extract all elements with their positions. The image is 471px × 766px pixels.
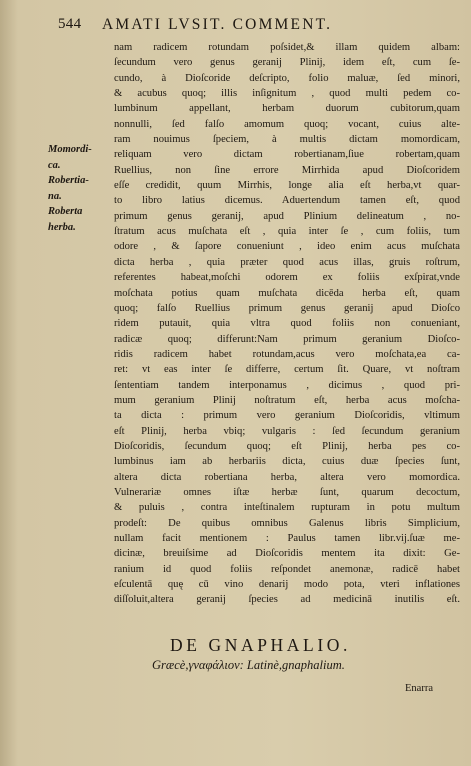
section-subtitle: Græcè,γναφάλιον: Latinè,gnaphalium. xyxy=(152,658,345,672)
text-line: prodeſt: De quibus omnibus Galenus libris Simplicium, xyxy=(114,517,460,529)
text-line: ta dicta : primum vero geranium Dioſcoridis, vltimum xyxy=(114,410,460,422)
text-line: ret: vt eas inter ſe differre, certum ſit. Quare, vt noſtram xyxy=(114,364,460,376)
text-line: to libro latius dicemus. Aduertendum tamen eſt, quod xyxy=(114,195,460,207)
text-line: dicinæ, breuiſsime ad Dioſcoridis mentem ita dixit: Ge- xyxy=(114,548,460,560)
body-text xyxy=(114,40,460,608)
text-line: ridis radicem habet rotundam,acus vero moſchata,ea ca- xyxy=(114,348,460,360)
text-line: reliquam vero dictam robertianam,ſiue robertam,quam xyxy=(114,149,460,161)
text-line: & acubus quoq; illis inſignitum , quod multi pedem co- xyxy=(114,88,460,100)
margin-note: Robertia- xyxy=(48,175,89,187)
text-line: ſecundum vero genus geranij Plinij, idem eſt, cum ſe- xyxy=(114,57,460,69)
text-line: altera dicta robertiana herba, altera vero momordica. xyxy=(114,471,460,483)
text-line: diſſoluit,altera geranij ſpecies ad medicinā inutilis eſt. xyxy=(114,594,460,606)
page-number: 544 xyxy=(58,16,82,32)
text-line: ridem putauit, quia vltra quod foliis non conueniant, xyxy=(114,318,460,330)
text-line: lumbinum appellant, herbam duorum cubitorum,quam xyxy=(114,103,460,115)
text-line: Vulnerariæ omnes iſtæ herbæ ſunt, quarum decoctum, xyxy=(114,486,460,498)
margin-note: ca. xyxy=(48,159,61,171)
section-title: DE GNAPHALIO. xyxy=(170,635,351,655)
text-line: radicæ quoq; differunt:Nam primum geranium Dioſco- xyxy=(114,333,460,345)
margin-note: Roberta xyxy=(48,206,83,218)
text-line: nullam facit mentionem : Paulus tamen libr.vij.ſuæ me- xyxy=(114,533,460,544)
text-line: ſtratum acus muſchata eſt , quia inter ſe , cum foliis, tum xyxy=(114,226,460,238)
text-line: dicta herba , quia præter quod acus illas, gruis roſtrum, xyxy=(114,256,460,268)
text-line: nam radicem rotundam poſsidet,& illam quidem albam: xyxy=(114,42,460,53)
text-line: ranium id quod foliis reſpondet anemonæ, radicē habet xyxy=(114,563,460,575)
margin-notes xyxy=(48,142,98,236)
catchword: Enarra xyxy=(405,683,433,694)
page-header xyxy=(58,16,458,38)
text-line: & puluis , contra inteſtinalem rupturam in potu multum xyxy=(114,502,460,514)
text-line: ram nouimus ſpeciem, à multis dictam momordicam, xyxy=(114,134,460,146)
text-line: ſententiam tandem interponamus , dicimus , quod pri- xyxy=(114,379,460,391)
text-line: Ruellius, non ſine errore Mirrhida apud Dioſcoridem xyxy=(114,164,460,176)
text-line: mum geranium Plinij noſtratum eſt, herba acus moſcha- xyxy=(114,394,460,406)
text-line: moſchata potius quam muſchata dicēda herba eſt, quam xyxy=(114,287,460,299)
text-line: referentes habeat,moſchi odorem ex foliis exſpirat,vnde xyxy=(114,272,460,284)
text-line: Dioſcoridis, ſecundum quoq; eſt Plinij, herba pes co- xyxy=(114,440,460,452)
text-line: nonnulli, ſed falſo amomum quoq; vocant, cuius alte- xyxy=(114,118,460,130)
text-line: quoq; falſo Ruellius primum genus geranij apud Dioſco xyxy=(114,302,460,314)
text-line: eſt Plinij, herba vbiq; vulgaris : ſed ſecundum geranium xyxy=(114,425,460,437)
margin-note: herba. xyxy=(48,221,76,233)
text-line: odore , & ſapore conueniunt , ideo enim acus muſchata xyxy=(114,241,460,253)
text-line: primum genus geranij, apud Plinium delineatum , no- xyxy=(114,210,460,222)
text-line: eſculentā quę cū vino denarij modo pota, vteri inflationes xyxy=(114,579,460,591)
text-line: eſſe credidit, quum Mirrhis, longe alia eſt herba,vt quar- xyxy=(114,180,460,192)
text-line: cundo, à Dioſcoride deſcripto, folio maluæ, ſed minori, xyxy=(114,72,460,84)
running-title: AMATI LVSIT. COMMENT. xyxy=(102,16,333,33)
margin-note: Momordi- xyxy=(48,144,92,155)
text-line: lumbinus iam ab herbariis dicta, cuius duæ ſpecies ſunt, xyxy=(114,456,460,468)
margin-note: na. xyxy=(48,190,62,202)
